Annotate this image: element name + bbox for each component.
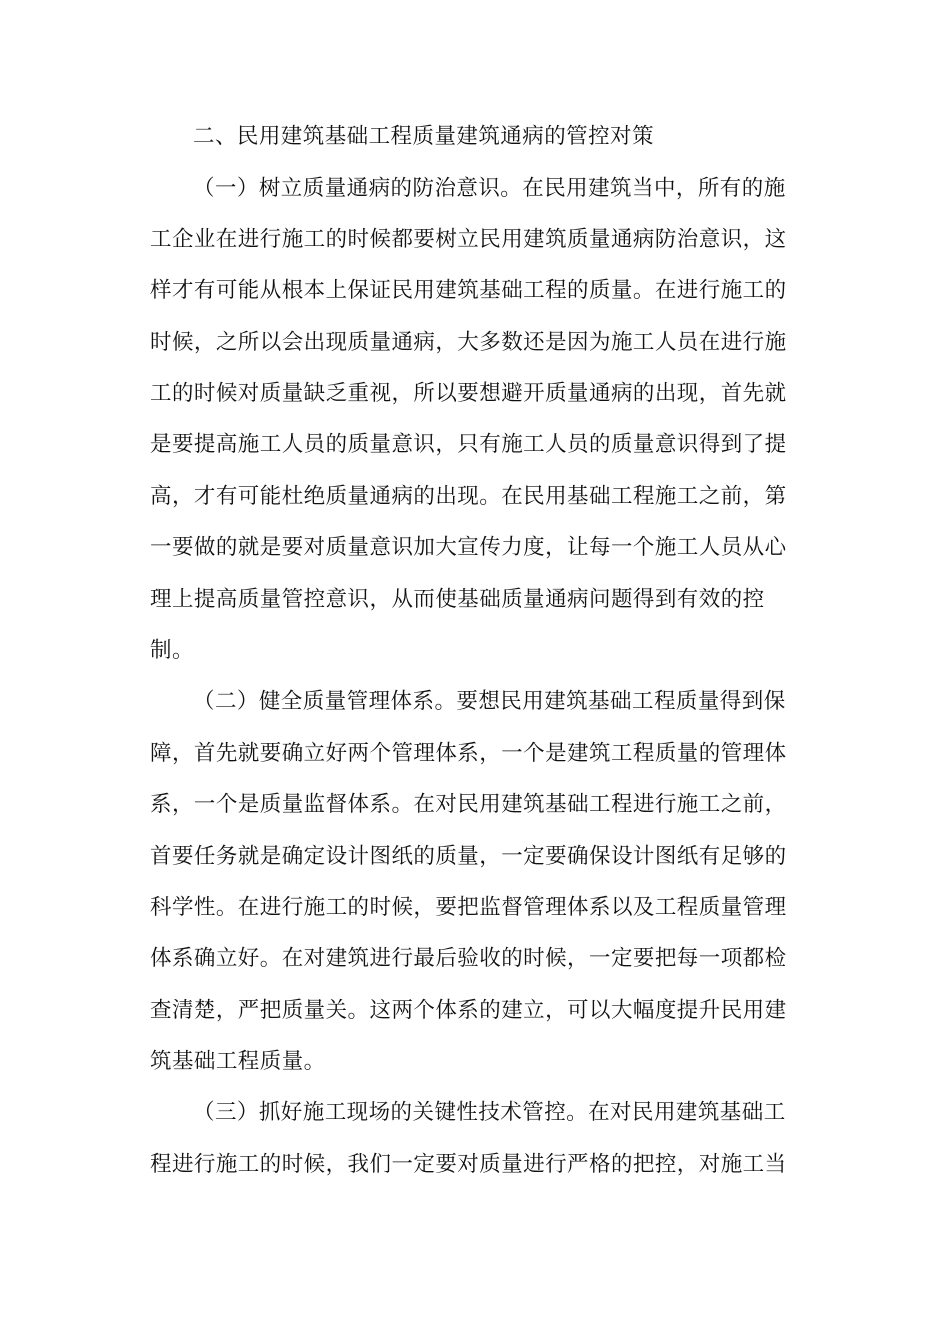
paragraph-line: 首要任务就是确定设计图纸的质量，一定要确保设计图纸有足够的 <box>150 844 787 869</box>
paragraph-line: 查清楚，严把质量关。这两个体系的建立，可以大幅度提升民用建 <box>150 998 787 1023</box>
paragraph-line: （三）抓好施工现场的关键性技术管控。在对民用建筑基础工 <box>193 1100 786 1125</box>
paragraph-line: 工的时候对质量缺乏重视，所以要想避开质量通病的出现，首先就 <box>150 381 787 406</box>
paragraph-line: 一要做的就是要对质量意识加大宣传力度，让每一个施工人员从心 <box>150 535 787 560</box>
paragraph-line: 工企业在进行施工的时候都要树立民用建筑质量通病防治意识，这 <box>150 227 787 252</box>
paragraph-line: 样才有可能从根本上保证民用建筑基础工程的质量。在进行施工的 <box>150 278 787 303</box>
paragraph-line: 是要提高施工人员的质量意识，只有施工人员的质量意识得到了提 <box>150 432 787 457</box>
paragraph-line: 系，一个是质量监督体系。在对民用建筑基础工程进行施工之前， <box>150 792 787 817</box>
section-heading: 二、民用建筑基础工程质量建筑通病的管控对策 <box>193 124 654 149</box>
paragraph-line: 理上提高质量管控意识，从而使基础质量通病问题得到有效的控 <box>150 587 765 612</box>
paragraph-line: 时候，之所以会出现质量通病，大多数还是因为施工人员在进行施 <box>150 330 787 355</box>
paragraph-line: 筑基础工程质量。 <box>150 1049 326 1074</box>
paragraph-line: 障，首先就要确立好两个管理体系，一个是建筑工程质量的管理体 <box>150 741 787 766</box>
paragraph-line: 科学性。在进行施工的时候，要把监督管理体系以及工程质量管理 <box>150 895 787 920</box>
paragraph-line: （二）健全质量管理体系。要想民用建筑基础工程质量得到保 <box>193 689 786 714</box>
paragraph-line: 体系确立好。在对建筑进行最后验收的时候，一定要把每一项都检 <box>150 946 787 971</box>
paragraph-line: 制。 <box>150 638 194 663</box>
paragraph-line: （一）树立质量通病的防治意识。在民用建筑当中，所有的施 <box>193 176 786 201</box>
paragraph-line: 高，才有可能杜绝质量通病的出现。在民用基础工程施工之前，第 <box>150 484 787 509</box>
paragraph-line: 程进行施工的时候，我们一定要对质量进行严格的把控，对施工当 <box>150 1152 787 1177</box>
